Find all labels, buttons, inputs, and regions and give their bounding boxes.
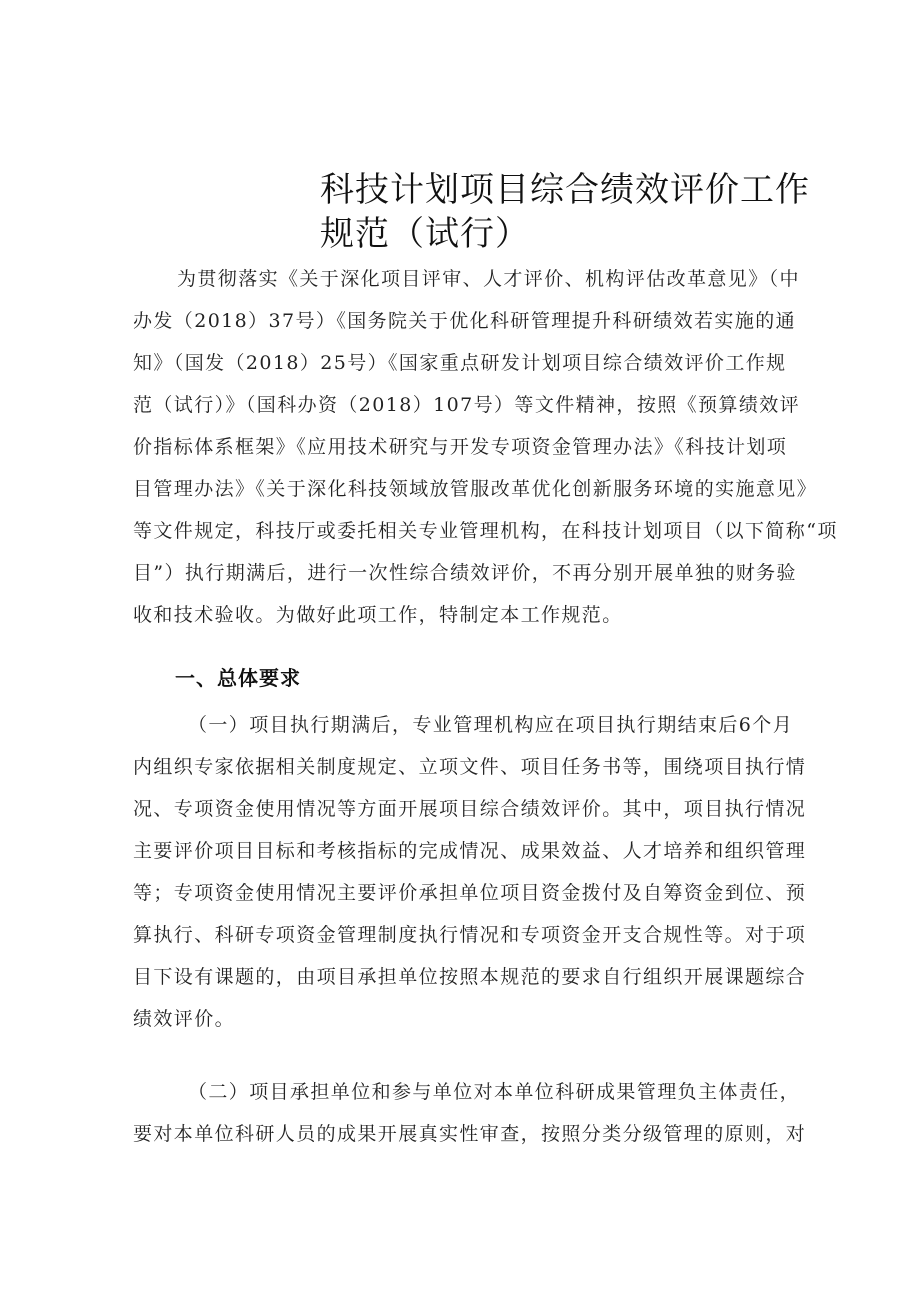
text-line: 内组织专家依据相关制度规定、立项文件、项目任务书等，围绕项目执行情 (133, 756, 807, 778)
text-line: 目管理办法》《关于深化科技领域放管服改革优化创新服务环境的实施意见》 (133, 478, 818, 500)
text-line: 要对本单位科研人员的成果开展真实性审查，按照分类分级管理的原则，对 (133, 1123, 807, 1145)
item-2-paragraph (133, 1071, 813, 1155)
text-line: 绩效评价。 (133, 1008, 236, 1030)
text-line: 为贯彻落实《关于深化项目评审、人才评价、机构评估改革意见》（中 (177, 268, 800, 290)
text-line: 等文件规定，科技厅或委托相关专业管理机构，在科技计划项目（以下简称“项 (133, 520, 838, 542)
text-line: 目下设有课题的，由项目承担单位按照本规范的要求自行组织开展课题综合 (133, 966, 807, 988)
text-line: （二）项目承担单位和参与单位对本单位科研成果管理负主体责任， (188, 1081, 801, 1103)
text-line: 收和技术验收。为做好此项工作，特制定本工作规范。 (133, 604, 623, 626)
text-line: 目”）执行期满后，进行一次性综合绩效评价，不再分别开展单独的财务验 (133, 562, 797, 584)
text-line: 价指标体系框架》《应用技术研究与开发专项资金管理办法》《科技计划项 (133, 436, 788, 458)
document-title (320, 168, 810, 256)
title-line-1: 科技计划项目综合绩效评价工作 (320, 170, 810, 210)
text-line: 主要评价项目目标和考核指标的完成情况、成果效益、人才培养和组织管理 (133, 840, 807, 862)
text-line: 范（试行）》（国科办资（2018）107号）等文件精神，按照《预算绩效评 (133, 394, 801, 416)
text-line: （一）项目执行期满后，专业管理机构应在项目执行期结束后6个月 (188, 714, 794, 736)
text-line: 等；专项资金使用情况主要评价承担单位项目资金拨付及自筹资金到位、预 (133, 882, 807, 904)
item-1-paragraph (133, 704, 813, 1040)
title-line-2: 规范（试行） (320, 214, 530, 254)
text-line: 况、专项资金使用情况等方面开展项目综合绩效评价。其中，项目执行情况 (133, 798, 807, 820)
text-line: 算执行、科研专项资金管理制度执行情况和专项资金开支合规性等。对于项 (133, 924, 807, 946)
intro-paragraph (133, 258, 838, 636)
section-heading: 一、总体要求 (175, 666, 301, 690)
text-line: 知》（国发（2018）25号）《国家重点研发计划项目综合绩效评价工作规 (133, 352, 787, 374)
text-line: 办发（2018）37号）《国务院关于优化科研管理提升科研绩效若实施的通 (133, 310, 797, 332)
